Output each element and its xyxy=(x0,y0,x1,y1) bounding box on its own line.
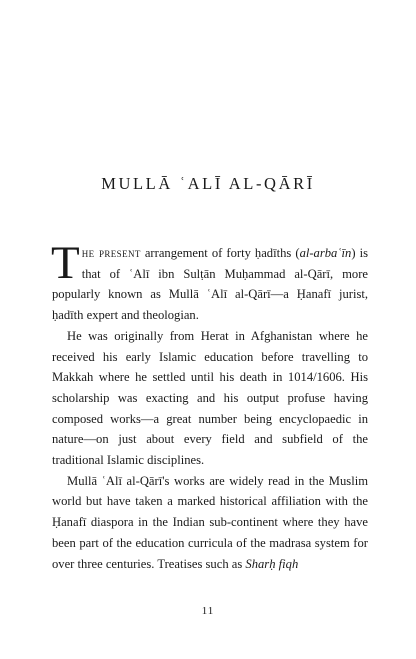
paragraph-1-text-a: arrangement of forty ḥadīths ( xyxy=(140,246,300,260)
paragraph-1 xyxy=(51,237,368,326)
italic-title: Sharḥ fiqh xyxy=(245,556,299,571)
drop-cap: T xyxy=(51,237,80,289)
paragraph-3 xyxy=(52,471,368,575)
body-text xyxy=(51,237,368,574)
lead-in-smallcaps: he present xyxy=(81,246,141,260)
chapter-title: MULLĀ ʿALĪ AL-QĀRĪ xyxy=(101,174,315,193)
italic-term: al-arbaʿīn xyxy=(299,246,352,260)
paragraph-1-text-b: ) is that of ʿAlī ibn Sulṭān Muḥammad al-Qārī, more popularly known as Mullā ʿAlī al-Qārī—a Ḥanafī jurist, ḥadīth expert and theologian. xyxy=(52,246,368,323)
paragraph-3-text: Mullā ʿAlī al-Qārī's works are widely read in the Muslim world but have taken a marked historical affiliation with the Ḥanafī diaspora in the Indian sub-continent where they have been part of the education curricula of the madrasa system for over three centuries. Treatises such as xyxy=(52,473,368,571)
paragraph-2: He was originally from Herat in Afghanistan where he received his early Islamic education before travelling to Makkah where he settled until his death in 1014/1606. His scholarship was exacting and his output profuse having composed works—a great number being encyclopaedic in nature—on just about every field and subfield of the traditional Islamic disciplines. xyxy=(52,328,368,468)
page-number: 11 xyxy=(201,605,215,617)
